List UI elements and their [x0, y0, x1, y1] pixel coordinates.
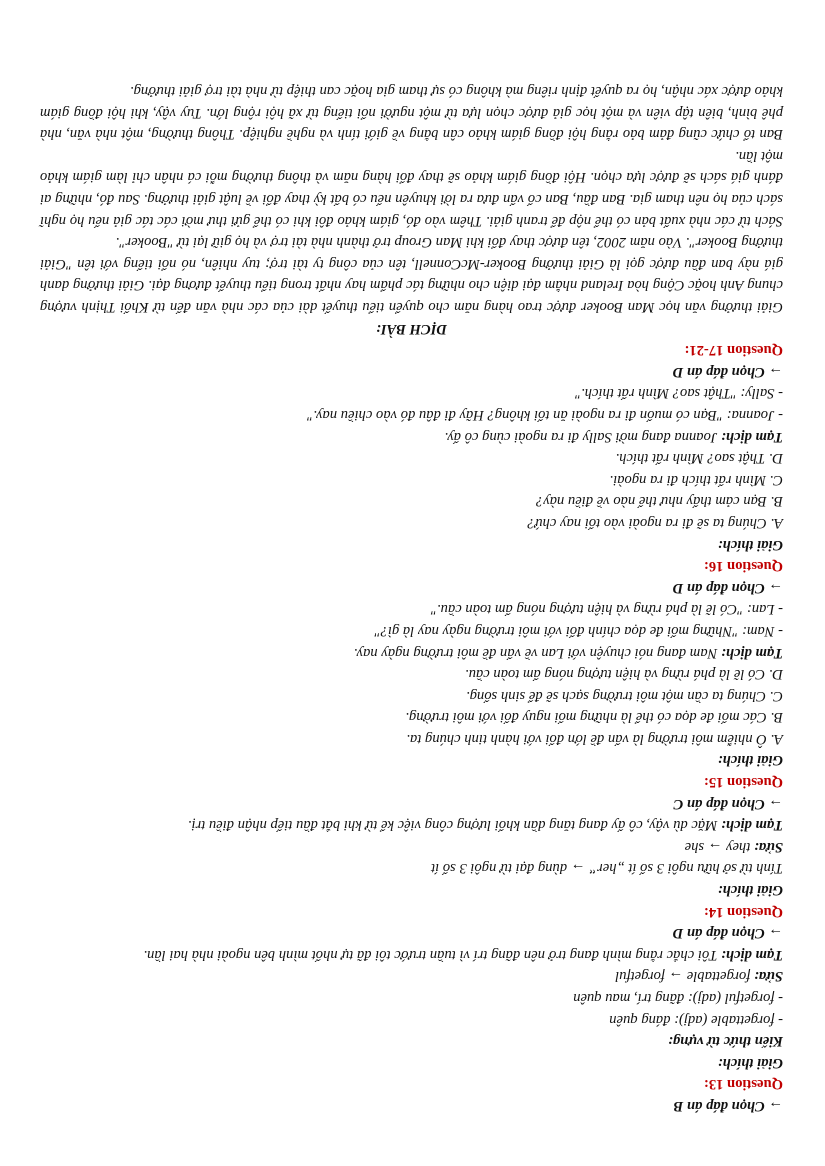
q15-option-b: B. Các mối đe dọa có thể là những mối nguy đối với môi trường. [405, 709, 783, 726]
q16-answer: → Chọn đáp án D [672, 363, 783, 380]
q16-tam-dich-text: Joanna đang mời Sally đi ra ngoài cùng cô ấy. [444, 428, 721, 445]
q13-kien-thuc: Kiến thức từ vựng: [667, 1033, 783, 1050]
q13-tam-dich [40, 943, 783, 965]
q15-option-d: D. Có lẽ là phá rừng và hiện tượng nóng ấm toàn cầu. [465, 666, 783, 683]
q12-answer: → Chọn đáp án B [673, 1098, 783, 1114]
q14-tam-dich [40, 814, 783, 836]
q16-option-b: B. Bạn cảm thấy như thế nào về điều này? [535, 493, 783, 510]
q13-sua-label: Sửa: [753, 968, 783, 985]
q16-heading: Question 16: [703, 558, 783, 575]
q16-tam-dich [40, 425, 783, 447]
q15-tam-dich [40, 641, 783, 663]
q15-tam-dich-label: Tạm dịch: [720, 644, 783, 661]
q16-dialog-2: - Sally: "Thật sao? Mình rất thích." [574, 385, 783, 402]
q16-option-c: C. Mình rất thích đi ra ngoài. [609, 471, 783, 488]
q14-heading: Question 14: [703, 903, 783, 920]
q13-sua-text: forgettable → forgetful [615, 968, 754, 985]
q16-option-d: D. Thật sao? Mình rất thích. [615, 450, 783, 467]
q14-sua-text: they → she [684, 838, 754, 855]
translation-title: DỊCH BÀI: [376, 320, 447, 337]
q13-tam-dich-text: Tôi chắc rằng mình đang trở nên đãng trí vì tuần trước tôi đã tự nhốt mình bên ngoài nhà hai lần. [143, 946, 721, 963]
translation-paragraph-2: Sách từ các nhà xuất bản có thể nộp để tranh giải. Thêm vào đó, giám khảo đôi khi có thể gửi thư mời các tác giả nếu họ nghĩ sách của họ nên tham gia. Ban đầu, Ban cố vấn đưa ra lời khuyên nếu có bất kỳ thay đổi về luật giải thưởng. Sau đó, những ai đánh giá sách sẽ được lựa chọn. Hội đồng giám khảo sẽ thay đổi hàng năm và thông thường mỗi cá nhân chỉ làm giám khảo một lần. [40, 147, 783, 229]
q14-sua-label: Sửa: [753, 838, 783, 855]
q14-answer: → Chọn đáp án C [673, 795, 783, 812]
q15-option-a: A. Ô nhiễm môi trường là vấn đề lớn đối với hành tinh chúng ta. [406, 730, 783, 747]
q16-giai-thich: Giải thích: [717, 536, 783, 553]
q14-tam-dich-text: Mặc dù vậy, cô ấy đang tăng dần khối lượng công việc kể từ khi bắt đầu tiếp nhận điều trị. [187, 817, 721, 834]
q13-heading: Question 13: [703, 1076, 783, 1093]
q17-21-heading: Question 17-21: [684, 342, 783, 359]
q15-option-c: C. Chúng ta cần một môi trường sạch sẽ để sinh sống. [466, 687, 783, 704]
q14-giai-thich: Giải thích: [717, 882, 783, 899]
q14-sua [40, 835, 783, 857]
q13-item1: - forgettable (adj): đáng quên [609, 1011, 783, 1028]
translation-paragraph-3: Ban tổ chức cũng đảm bảo rằng hội đồng giám khảo cân bằng về giới tính và nghề nghiệp. Thông thường, một nhà văn, nhà phê bình, biên tập viên và một học giả được chọn lựa từ một người nổi tiếng từ xã hội rộng lớn. Tuy vậy, khi hội đồng giám khảo được xác nhận, họ ra quyết định riêng mà không có sự tham gia hoặc can thiệp từ nhà tài trợ giải thưởng. [40, 83, 783, 143]
q15-tam-dich-text: Nam đang nói chuyện với Lan về vấn đề môi trường ngày nay. [353, 644, 721, 661]
q13-tam-dich-label: Tạm dịch: [720, 946, 783, 963]
q13-answer: → Chọn đáp án D [672, 925, 783, 942]
q16-option-a: A. Chúng ta sẽ đi ra ngoài vào tối nay chứ? [527, 514, 783, 531]
translation-paragraph-1: Giải thưởng văn học Man Booker được trao hàng năm cho quyển tiểu thuyết dài của các nhà văn đến từ Khối Thịnh vượng chung Anh hoặc Cộng hòa Ireland nhằm đại diện cho những tác phẩm hay nhất trong tiểu thuyết đương đại. Giải thưởng danh giá này ban đầu được gọi là Giải thưởng Booker-McConnell, tên của công ty tài trợ; tuy nhiên, nó nổi tiếng với tên "Giải thưởng Booker". Vào năm 2002, tên được thay đổi khi Man Group trở thành nhà tài trợ và họ giữ lại từ "Booker". [40, 234, 783, 316]
q14-tam-dich-label: Tạm dịch: [720, 817, 783, 834]
q15-dialog-2: - Lan: "Có lẽ là phá rừng và hiện tượng nóng ấm toàn cầu." [430, 601, 783, 618]
q15-answer: → Chọn đáp án D [672, 579, 783, 596]
q13-giai-thich: Giải thích: [717, 1054, 783, 1071]
q14-line1: Tính từ sở hữu ngôi 3 số ít „her‟ → dùng đại từ ngôi 3 số ít [431, 860, 783, 877]
q16-tam-dich-label: Tạm dịch: [720, 428, 783, 445]
q15-giai-thich: Giải thích: [717, 752, 783, 769]
q16-dialog-1: - Joanna: "Bạn có muốn đi ra ngoài ăn tối không? Hãy đi đâu đó vào chiều nay." [307, 407, 783, 423]
q15-dialog-1: - Nam: "Những mối đe dọa chính đối với môi trường ngày nay là gì?" [374, 622, 783, 639]
q15-heading: Question 15: [703, 774, 783, 791]
q13-item2: - forgetful (adj): đãng trí, mau quên [573, 990, 783, 1007]
q13-sua [40, 965, 783, 987]
